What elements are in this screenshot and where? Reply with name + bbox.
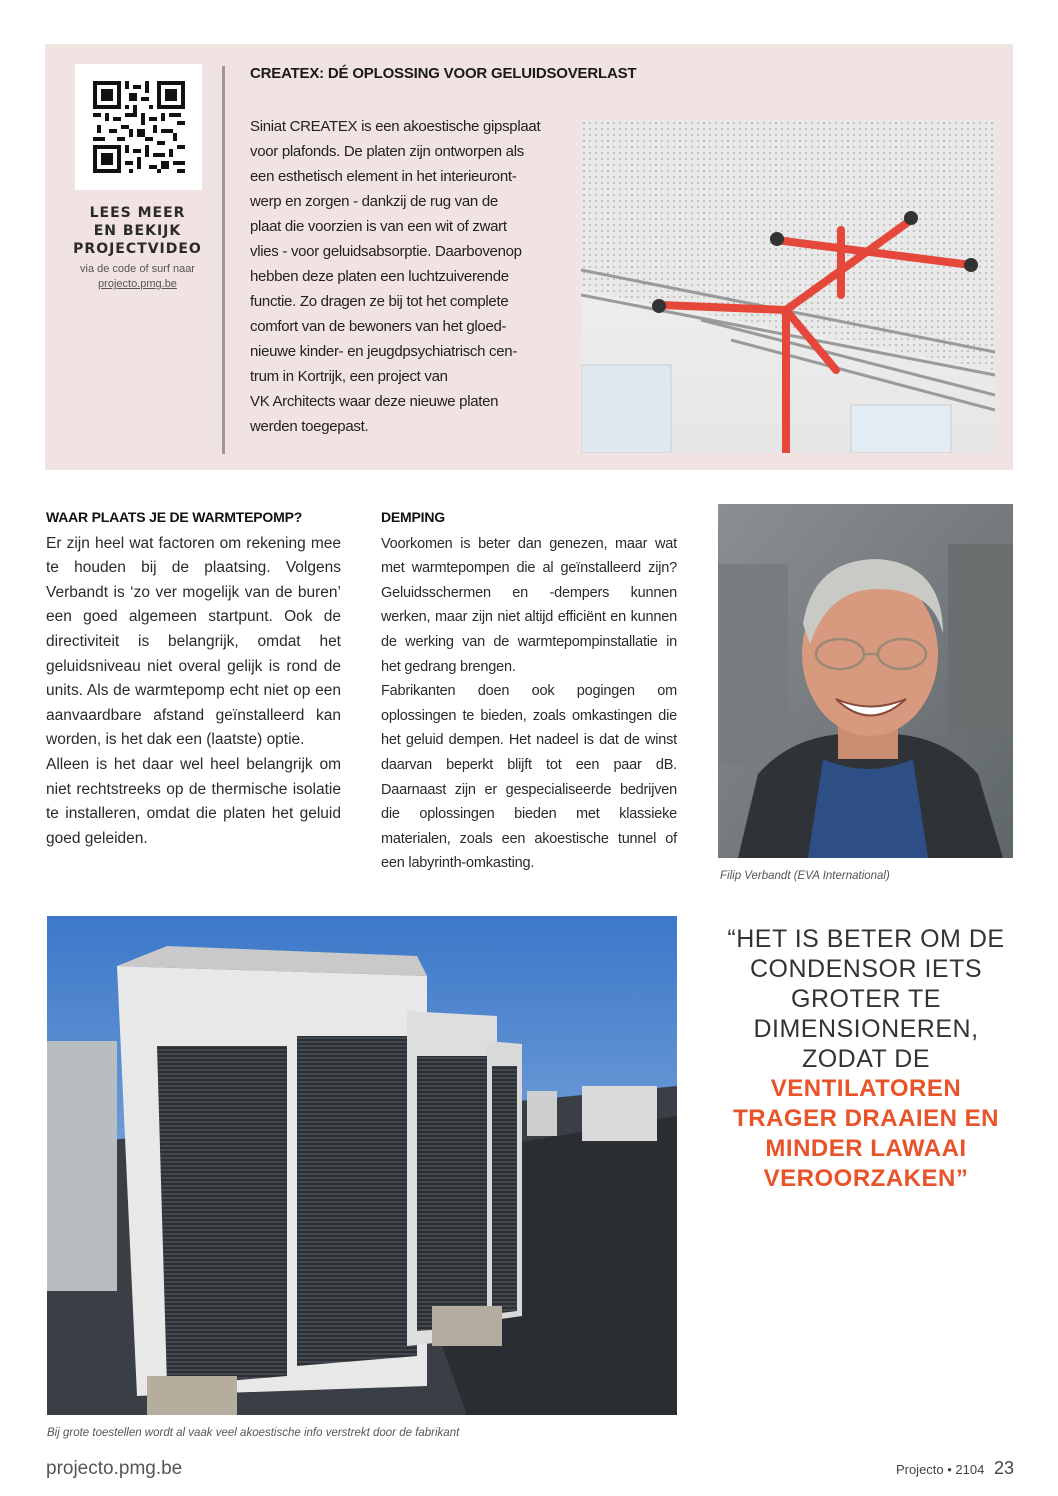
via-text	[55, 262, 220, 292]
pull-quote	[716, 924, 1016, 1194]
promo-line: hebben deze platen een luchtzuiverende	[250, 268, 509, 285]
qr-code-icon	[93, 81, 185, 173]
lees-meer-line: LEES MEER	[89, 205, 186, 221]
quote-highlight: VENTILATOREN TRAGER DRAAIEN EN MINDER LAWAAI VEROORZAKEN”	[733, 1075, 999, 1192]
issue-label: Projecto • 2104	[895, 1462, 985, 1477]
promo-line: Siniat CREATEX is een akoestische gipsplaat	[250, 118, 541, 135]
section-heading: DEMPING	[381, 509, 445, 525]
paragraph: Voorkomen is beter dan genezen, maar wat met warmtepompen die al geïnstalleerd zijn? Geluidsschermen en -dempers kunnen werken, maar zijn niet altijd efficiënt en kunnen de werking van de warmtepompinstallatie in het gedrang brengen.	[381, 535, 677, 675]
promo-title: CREATEX: DÉ OPLOSSING VOOR GELUIDSOVERLAST	[250, 65, 637, 82]
lees-meer-label	[55, 204, 220, 258]
rooftop-heatpump-photo	[47, 916, 677, 1415]
promo-line: vlies - voor geluidsabsorptie. Daarbovenop	[250, 243, 522, 260]
promo-line: werden toegepast.	[250, 418, 369, 435]
lees-meer-line: PROJECTVIDEO	[73, 241, 202, 257]
section-demping	[381, 505, 677, 876]
lees-meer-line: EN BEKIJK	[93, 223, 182, 239]
divider-bar	[222, 66, 225, 454]
section-warmtepomp-plaatsing	[46, 505, 341, 851]
paragraph: Er zijn heel wat factoren om rekening mee te houden bij de plaatsing. Volgens Verbandt is ‘zo ver mogelijk van de buren’ een goed algemeen startpunt. Ook de directiviteit is belangrijk, omdat het geluidsniveau niet overal gelijk is rond de units. Als de warmtepomp echt niet op een aanvaardbare afstand geïnstalleerd kan worden, is het dak een (laatste) optie.	[46, 534, 341, 749]
promo-line: functie. Zo dragen ze bij tot het complete	[250, 293, 509, 310]
portrait-photo	[718, 504, 1013, 858]
page-number: 23	[993, 1458, 1014, 1478]
section-heading: WAAR PLAATS JE DE WARMTEPOMP?	[46, 509, 303, 525]
promo-line: nieuwe kinder- en jeugdpsychiatrisch cen-	[250, 343, 518, 360]
footer-issue	[896, 1458, 1014, 1479]
quote-text: “HET IS BETER OM DE CONDENSOR IETS GROTER TE DIMENSIONEREN, ZODAT DE	[727, 925, 1005, 1073]
paragraph: Alleen is het daar wel heel belangrijk om niet rechtstreeks op de thermische isolatie te installeren, omdat die platen het geluid goed geleiden.	[46, 755, 341, 847]
promo-line: plaat die voorzien is van een wit of zwart	[250, 218, 507, 235]
promo-body	[250, 114, 560, 439]
via-label: via de code of surf naar	[80, 263, 195, 275]
rooftop-photo-caption: Bij grote toestellen wordt al vaak veel akoestische info verstrekt door de fabrikant	[47, 1427, 460, 1439]
promo-line: trum in Kortrijk, een project van	[250, 368, 448, 385]
ceiling-panel-photo	[581, 120, 995, 453]
qr-code[interactable]	[75, 64, 202, 190]
promo-line: een esthetisch element in het interieuront-	[250, 168, 517, 185]
createx-promo-box	[45, 44, 1013, 470]
promo-line: werp en zorgen - dankzij de rug van de	[250, 193, 498, 210]
footer-site-link[interactable]: projecto.pmg.be	[46, 1458, 183, 1479]
portrait-caption: Filip Verbandt (EVA International)	[720, 870, 890, 882]
projecto-link[interactable]: projecto.pmg.be	[98, 278, 177, 290]
promo-line: comfort van de bewoners van het gloed-	[250, 318, 507, 335]
paragraph: Fabrikanten doen ook pogingen om oplossingen te bieden, zoals omkastingen die het geluid dempen. Het nadeel is dat de winst daarvan beperkt blijft tot een paar dB. Daarnaast zijn er gespecialiseerde bedrijven die oplossingen bieden met klassieke materialen, zoals een akoestische tunnel of een labyrinth-omkasting.	[381, 683, 677, 872]
promo-line: VK Architects waar deze nieuwe platen	[250, 393, 499, 410]
promo-line: voor plafonds. De platen zijn ontworpen als	[250, 143, 524, 160]
